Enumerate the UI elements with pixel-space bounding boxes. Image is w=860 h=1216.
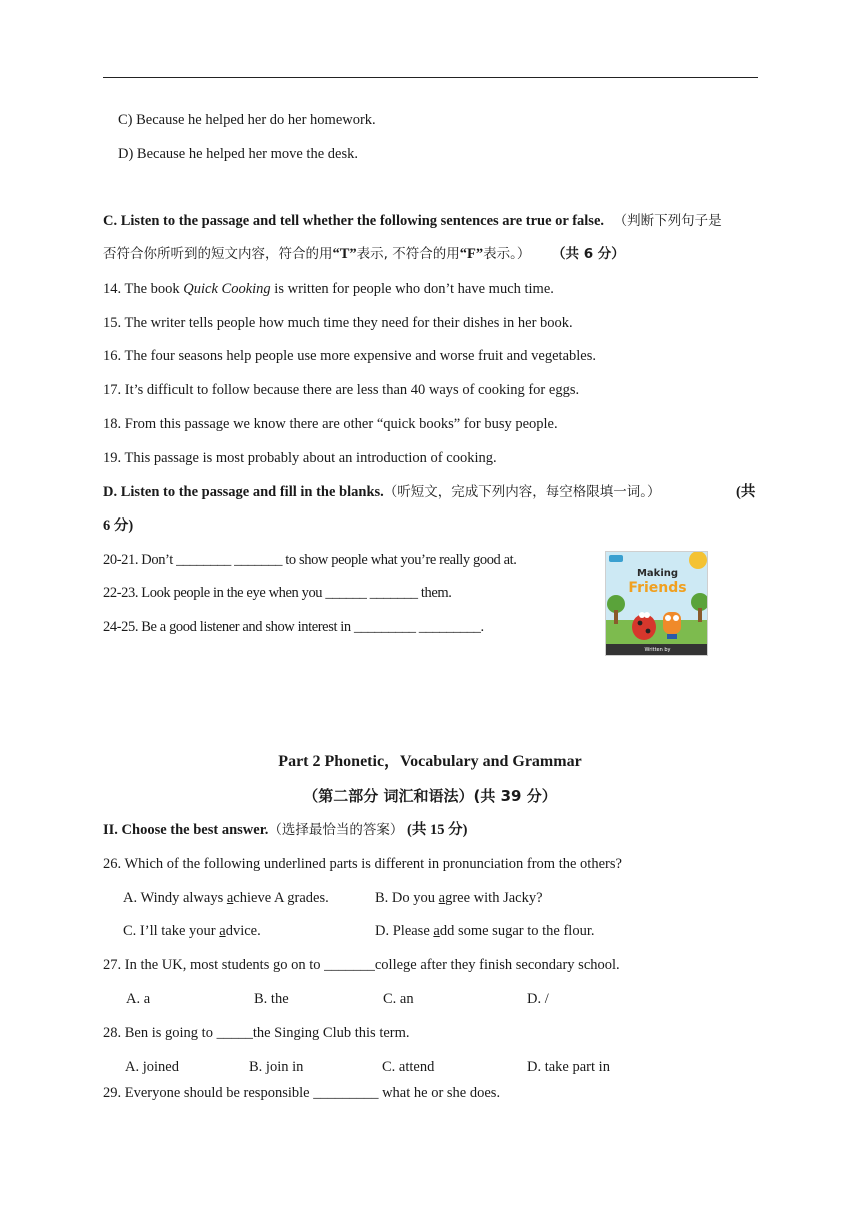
- section-d-points-b: 6 分): [103, 518, 134, 534]
- option-text: C. I’ll take your: [123, 923, 220, 939]
- false-mark: “F”: [459, 246, 484, 262]
- q22-23: 22-23. Look people in the eye when you ______ _______ them.: [103, 585, 452, 601]
- section-c-points: （共 6 分）: [552, 246, 625, 262]
- underlined-letter: a: [219, 923, 226, 939]
- section-d-points-a: (共: [736, 484, 756, 500]
- section-c-heading-en: C. Listen to the passage and tell whether the following sentences are true or false.: [103, 213, 605, 229]
- section-c-cn-part: 表示: [356, 246, 384, 262]
- q27-option-c: C. an: [383, 991, 414, 1007]
- section-c-heading-line2: [103, 245, 625, 263]
- section-2-points: (共 15 分): [403, 822, 468, 838]
- part2-subtitle: [0, 787, 860, 806]
- section-c-heading: [103, 212, 722, 230]
- section-2-heading: [103, 821, 467, 839]
- book-cover-image: [605, 551, 708, 656]
- q14: [103, 280, 554, 298]
- q14-text: is written for people who don’t have much time.: [270, 281, 554, 297]
- part2-title: Part 2 Phonetic，Vocabulary and Grammar: [278, 753, 582, 770]
- section-2-heading-en: II. Choose the best answer.: [103, 822, 269, 838]
- option-text: B. Do you: [375, 890, 439, 906]
- cover-title-making: Making: [636, 568, 679, 579]
- option-text: dd some sugar to the flour.: [439, 923, 595, 939]
- q26-option-d: [375, 922, 594, 940]
- q28-option-d: D. take part in: [527, 1059, 610, 1075]
- underlined-letter: a: [226, 890, 234, 906]
- option-text: D. Please: [375, 923, 434, 939]
- cover-author: Written by: [644, 647, 671, 653]
- cover-title-friends: Friends: [628, 580, 687, 596]
- section-c-cn-part: 表示。）: [483, 246, 531, 262]
- q16: 16. The four seasons help people use more expensive and worse fruit and vegetables.: [103, 348, 596, 364]
- underlined-letter: a: [433, 923, 440, 939]
- option-text: A. Windy always: [123, 890, 227, 906]
- q26-option-b: [375, 889, 543, 907]
- q27-option-a: A. a: [126, 991, 151, 1007]
- section-d-heading-en: D. Listen to the passage and fill in the blanks.: [103, 484, 384, 500]
- true-mark: “T”: [332, 246, 357, 262]
- q15: 15. The writer tells people how much time they need for their dishes in her book.: [103, 315, 573, 331]
- underlined-letter: a: [438, 890, 446, 906]
- section-c-cn-part: , 不符合的用: [383, 246, 460, 262]
- option-text: dvice.: [225, 923, 261, 939]
- q28-option-b: B. join in: [249, 1059, 304, 1075]
- part2-subtitle-text: （第二部分 词汇和语法）(共 39 分）: [303, 787, 557, 805]
- q27-stem: 27. In the UK, most students go on to _______college after they finish secondary school.: [103, 957, 620, 973]
- header-rule: [103, 77, 758, 78]
- q17: 17. It’s difficult to follow because there are less than 40 ways of cooking for eggs.: [103, 382, 580, 398]
- q26-stem: 26. Which of the following underlined parts is different in pronunciation from the others?: [103, 856, 622, 872]
- q27-option-d: D. /: [527, 991, 549, 1007]
- q24-25: 24-25. Be a good listener and show interest in _________ _________.: [103, 619, 484, 635]
- q29-stem: 29. Everyone should be responsible _________ what he or she does.: [103, 1085, 501, 1101]
- q26-option-c: [123, 922, 261, 940]
- q20-21: 20-21. Don’t ________ _______ to show people what you’re really good at.: [103, 552, 517, 568]
- q26-option-a: [123, 889, 329, 907]
- option-text: gree with Jacky?: [445, 890, 543, 906]
- section-c-heading-cn: （判断下列句子是: [613, 213, 722, 229]
- section-c-cn-part: 否符合你所听到的短文内容，符合的用: [103, 246, 333, 262]
- option-text: chieve A grades.: [233, 890, 329, 906]
- q27-option-b: B. the: [254, 991, 289, 1007]
- section-d-heading: [103, 483, 661, 501]
- q13-option-c: C) Because he helped her do her homework.: [118, 112, 376, 128]
- section-d-heading-cn: （听短文，完成下列内容，每空格限填一词。）: [383, 484, 661, 500]
- q14-text: 14. The book: [103, 281, 184, 297]
- q28-option-c: C. attend: [382, 1059, 435, 1075]
- book-title: Quick Cooking: [183, 281, 271, 297]
- q28-option-a: A. joined: [125, 1059, 179, 1075]
- q19: 19. This passage is most probably about an introduction of cooking.: [103, 450, 497, 466]
- section-2-heading-cn: （选择最恰当的答案）: [268, 822, 404, 838]
- q28-stem: 28. Ben is going to _____the Singing Club this term.: [103, 1025, 410, 1041]
- q18: 18. From this passage we know there are other “quick books” for busy people.: [103, 416, 558, 432]
- q13-option-d: D) Because he helped her move the desk.: [118, 146, 358, 162]
